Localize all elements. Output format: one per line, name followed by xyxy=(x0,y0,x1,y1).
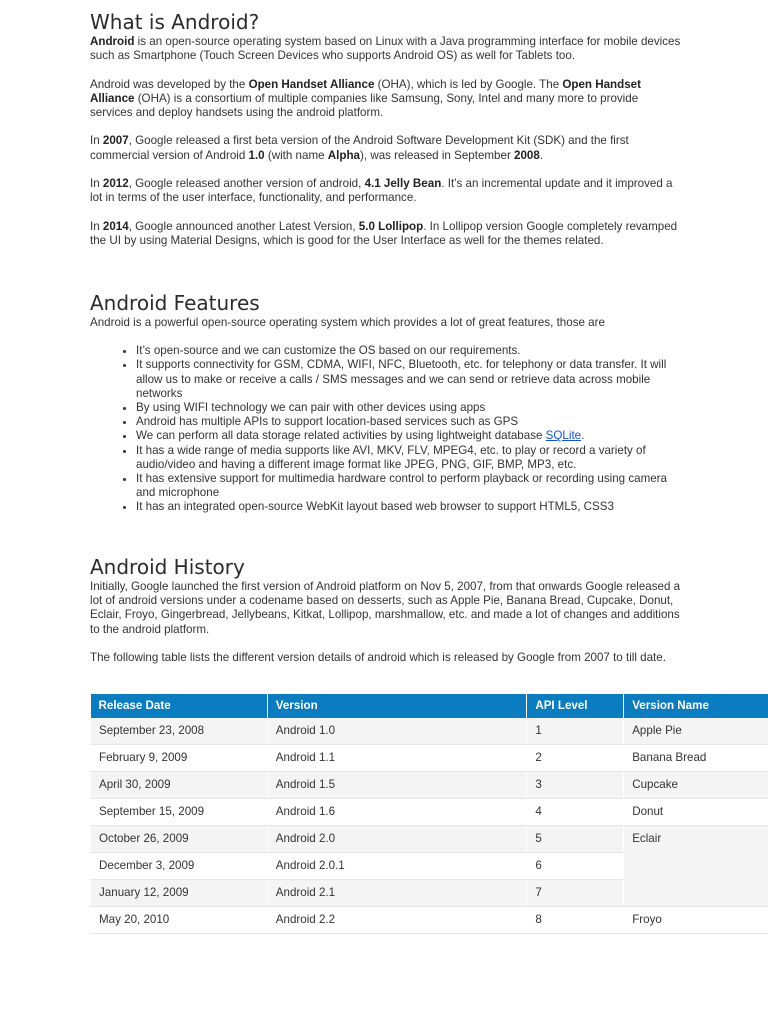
cell-release-date: January 12, 2009 xyxy=(91,880,268,907)
cell-version-name: Banana Bread xyxy=(624,745,768,772)
table-row xyxy=(91,799,768,826)
column-header-version-name: Version Name xyxy=(624,694,768,718)
table-row xyxy=(91,826,768,853)
section-what-is-android xyxy=(90,35,682,248)
paragraph-table-intro: The following table lists the different version details of android which is released by Google from 2007 to till date. xyxy=(90,651,666,664)
cell-version: Android 2.0.1 xyxy=(267,853,527,880)
cell-api-level: 5 xyxy=(527,826,624,853)
cell-release-date: December 3, 2009 xyxy=(91,853,268,880)
cell-api-level: 7 xyxy=(527,880,624,907)
cell-release-date: May 20, 2010 xyxy=(91,907,268,934)
section-android-features xyxy=(90,316,700,515)
cell-release-date: October 26, 2009 xyxy=(91,826,268,853)
heading-what-is-android: What is Android? xyxy=(90,10,260,34)
cell-version-name: Cupcake xyxy=(624,772,768,799)
android-versions-table xyxy=(90,694,768,934)
table-row xyxy=(91,745,768,772)
cell-api-level: 4 xyxy=(527,799,624,826)
cell-version: Android 1.1 xyxy=(267,745,527,772)
paragraph-2014: In 2014, Google announced another Latest Version, 5.0 Lollipop. In Lollipop version Google completely revamped the UI by using Material Designs, which is good for the User Interface as well for the themes related. xyxy=(90,219,678,247)
cell-version: Android 1.6 xyxy=(267,799,527,826)
cell-api-level: 2 xyxy=(527,745,624,772)
cell-api-level: 1 xyxy=(527,718,624,745)
cell-api-level: 6 xyxy=(527,853,624,880)
paragraph-definition: Android is an open-source operating system based on Linux with a Java programming interface for mobile devices such as Smartphone (Touch Screen Devices who supports Android OS) as well for Tablets too. xyxy=(90,35,681,63)
list-item: • It has extensive support for multimedia hardware control to perform playback or recording using camera and microphone xyxy=(136,472,682,500)
cell-release-date: April 30, 2009 xyxy=(91,772,268,799)
column-header-version: Version xyxy=(267,694,527,718)
table-row xyxy=(91,772,768,799)
cell-api-level: 3 xyxy=(527,772,624,799)
paragraph-features-intro: Android is a powerful open-source operating system which provides a lot of great features, those are xyxy=(90,316,605,329)
cell-version: Android 2.0 xyxy=(267,826,527,853)
sqlite-link[interactable]: SQLite xyxy=(545,429,582,443)
table-header-row xyxy=(91,694,768,718)
table-row xyxy=(91,718,768,745)
cell-release-date: September 15, 2009 xyxy=(91,799,268,826)
list-item: • It has a wide range of media supports like AVI, MKV, FLV, MPEG4, etc. to play or record a variety of audio/video and having a different image format like JPEG, PNG, GIF, BMP, MP3, etc. xyxy=(136,444,682,472)
cell-version: Android 1.5 xyxy=(267,772,527,799)
table-row xyxy=(91,907,768,934)
heading-android-history: Android History xyxy=(90,555,245,579)
cell-version-name: Apple Pie xyxy=(624,718,768,745)
column-header-release-date: Release Date xyxy=(91,694,268,718)
paragraph-history: Initially, Google launched the first version of Android platform on Nov 5, 2007, from that onwards Google released a lot of android versions under a codename based on desserts, such as Apple Pie, Banana Bread, Cupcake, Donut, Eclair, Froyo, Gingerbread, Jellybeans, Kitkat, Lollipop, marshmallow, etc. and made a lot of changes and additions to the android platform. xyxy=(90,580,681,636)
cell-version: Android 1.0 xyxy=(267,718,527,745)
cell-release-date: February 9, 2009 xyxy=(91,745,268,772)
list-item: • It has an integrated open-source WebKit layout based web browser to support HTML5, CSS3 xyxy=(136,500,682,514)
list-item: • We can perform all data storage related activities by using lightweight database SQLite. xyxy=(136,429,682,443)
list-item: • Android has multiple APIs to support location-based services such as GPS xyxy=(136,415,682,429)
cell-release-date: September 23, 2008 xyxy=(91,718,268,745)
cell-version-name: Froyo xyxy=(624,907,768,934)
cell-version: Android 2.2 xyxy=(267,907,527,934)
features-list xyxy=(90,344,682,514)
paragraph-2012: In 2012, Google released another version of android, 4.1 Jelly Bean. It’s an incremental update and it improved a lot in terms of the user interface, functionality, and performance. xyxy=(90,176,673,205)
cell-version: Android 2.1 xyxy=(267,880,527,907)
cell-api-level: 8 xyxy=(527,907,624,934)
cell-version-name: Donut xyxy=(624,799,768,826)
paragraph-oha: Android was developed by the Open Handset Alliance (OHA), which is led by Google. The Open Handset Alliance (OHA) is a consortium of multiple companies like Samsung, Sony, Intel and many more to provide services and deploy handsets using the android platform. xyxy=(90,77,641,119)
list-item: • It supports connectivity for GSM, CDMA, WIFI, NFC, Bluetooth, etc. for telephony or data transfer. It will allow us to make or receive a calls / SMS messages and we can send or retrieve data across mobile networks xyxy=(136,358,682,401)
list-item: • It’s open-source and we can customize the OS based on our requirements. xyxy=(136,344,682,358)
paragraph-2007: In 2007, Google released a first beta version of the Android Software Development Kit (SDK) and the first commercial version of Android 1.0 (with name Alpha), was released in September 2008. xyxy=(90,134,629,162)
column-header-api-level: API Level xyxy=(527,694,624,718)
heading-android-features: Android Features xyxy=(90,291,260,315)
cell-version-name: Eclair xyxy=(624,826,768,907)
list-item: • By using WIFI technology we can pair with other devices using apps xyxy=(136,401,682,415)
section-android-history xyxy=(90,580,682,665)
